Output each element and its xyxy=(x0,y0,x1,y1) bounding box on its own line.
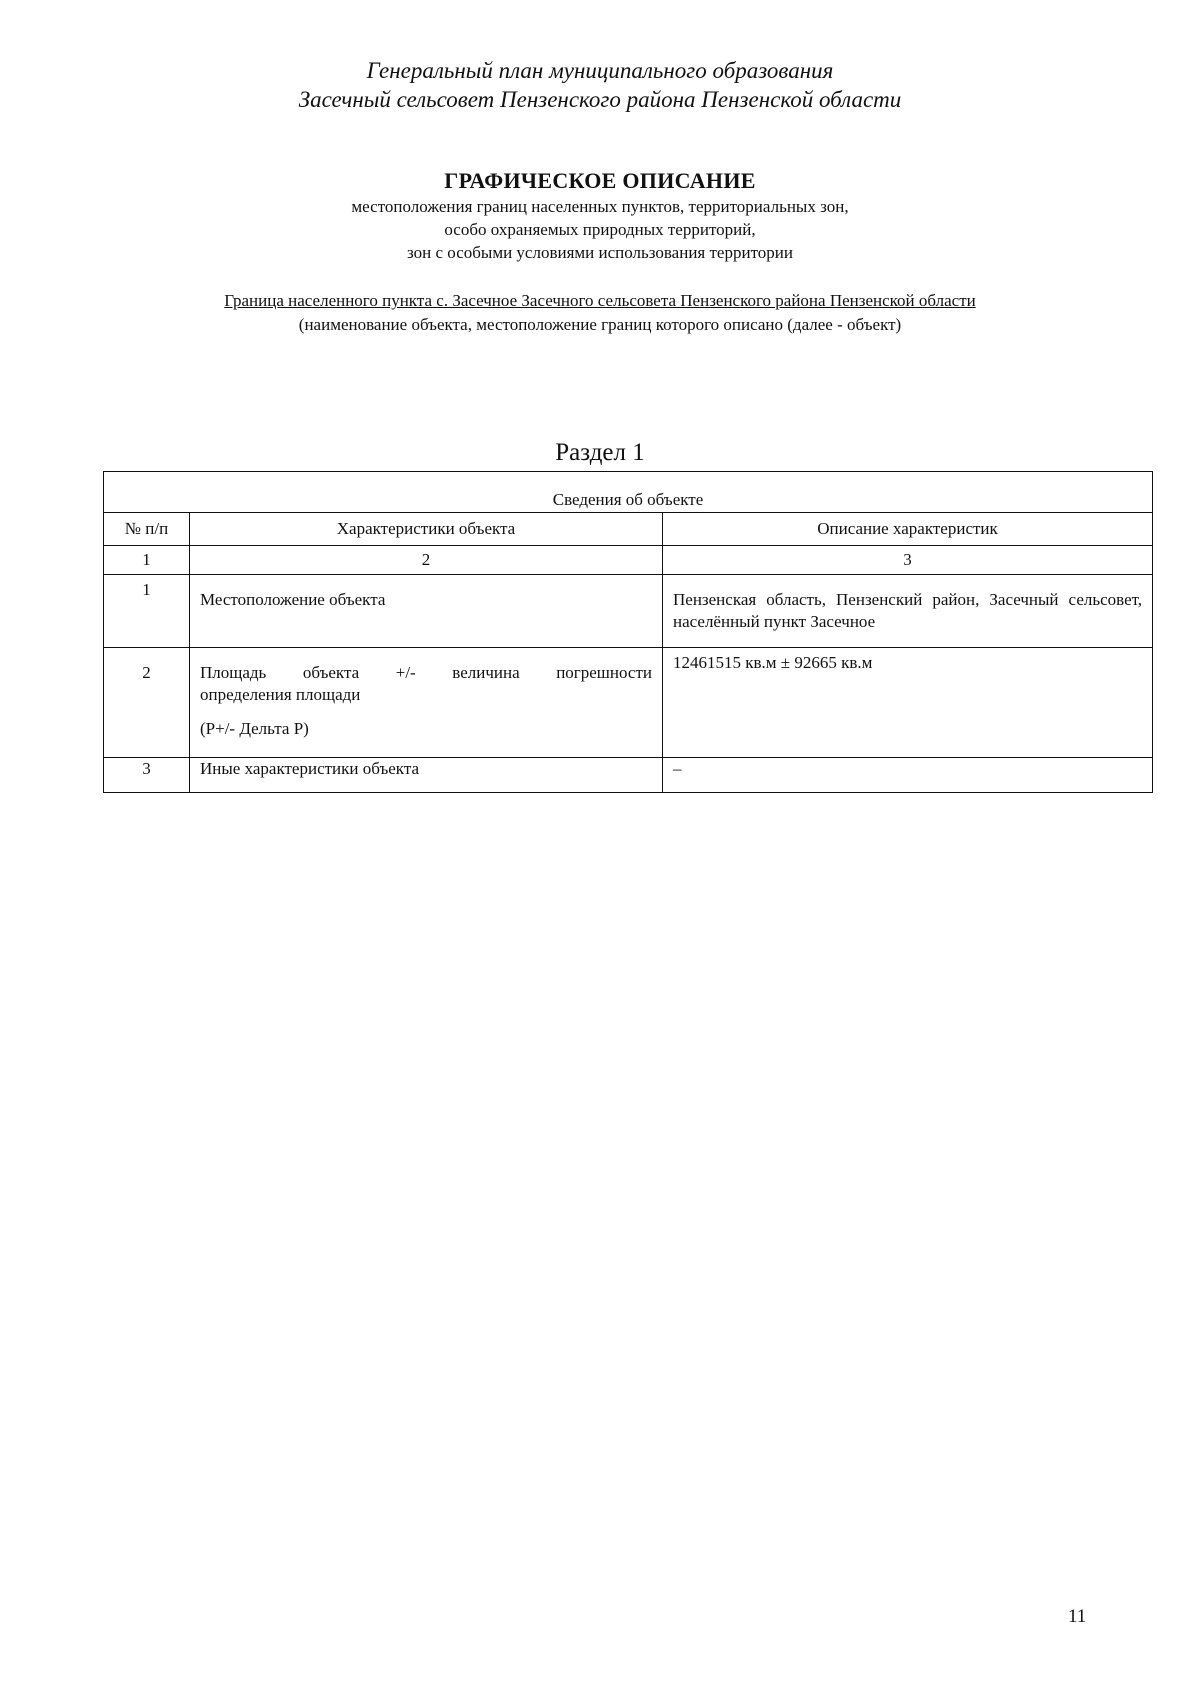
page-number: 11 xyxy=(1068,1606,1087,1627)
object-caption: (наименование объекта, местоположение границ которого описано (далее - объект) xyxy=(298,315,902,334)
object-info-table xyxy=(103,471,1153,793)
table-caption-row xyxy=(104,472,1153,513)
document-title: ГРАФИЧЕСКОЕ ОПИСАНИЕ xyxy=(444,168,756,193)
row-number: 2 xyxy=(104,648,190,758)
section-title: Раздел 1 xyxy=(555,439,645,466)
index-cell-2: 2 xyxy=(190,546,663,575)
characteristic-line-1: Площадь объекта +/- величина погрешности xyxy=(200,663,652,682)
document-header xyxy=(0,56,1200,114)
row-description: 12461515 кв.м ± 92665 кв.м xyxy=(663,648,1153,758)
title-subtitle-line-2: особо охраняемых природных территорий, xyxy=(444,220,756,239)
object-name: Граница населенного пункта с. Засечное Засечного сельсовета Пензенского района Пензенской области xyxy=(224,291,976,310)
row-characteristic: Иные характеристики объекта xyxy=(190,758,663,793)
header-characteristic: Характеристики объекта xyxy=(190,513,663,546)
table-header-row xyxy=(104,513,1153,546)
row-characteristic: Местоположение объекта xyxy=(190,575,663,648)
row-number: 1 xyxy=(104,575,190,648)
header-number: № п/п xyxy=(104,513,190,546)
index-cell-1: 1 xyxy=(104,546,190,575)
row-characteristic xyxy=(190,648,663,758)
title-subtitle-line-3: зон с особыми условиями использования территории xyxy=(407,243,793,262)
table-row xyxy=(104,575,1153,648)
paragraph-spacer xyxy=(200,706,652,718)
characteristic-line-3: (Р+/- Дельта Р) xyxy=(200,719,309,738)
object-block xyxy=(0,289,1200,337)
title-block xyxy=(0,167,1200,264)
table-row xyxy=(104,648,1153,758)
table-row xyxy=(104,758,1153,793)
characteristic-line-2: определения площади xyxy=(200,685,361,704)
row-number: 3 xyxy=(104,758,190,793)
header-line-1: Генеральный план муниципального образования xyxy=(366,58,834,83)
index-cell-3: 3 xyxy=(663,546,1153,575)
title-subtitle-line-1: местоположения границ населенных пунктов, территориальных зон, xyxy=(351,197,849,216)
row-description: – xyxy=(663,758,1153,793)
header-line-2: Засечный сельсовет Пензенского района Пензенской области xyxy=(298,87,902,112)
table-caption: Сведения об объекте xyxy=(104,472,1153,513)
header-description: Описание характеристик xyxy=(663,513,1153,546)
table-index-row xyxy=(104,546,1153,575)
row-description: Пензенская область, Пензенский район, Засечный сельсовет, населённый пункт Засечное xyxy=(663,575,1153,648)
